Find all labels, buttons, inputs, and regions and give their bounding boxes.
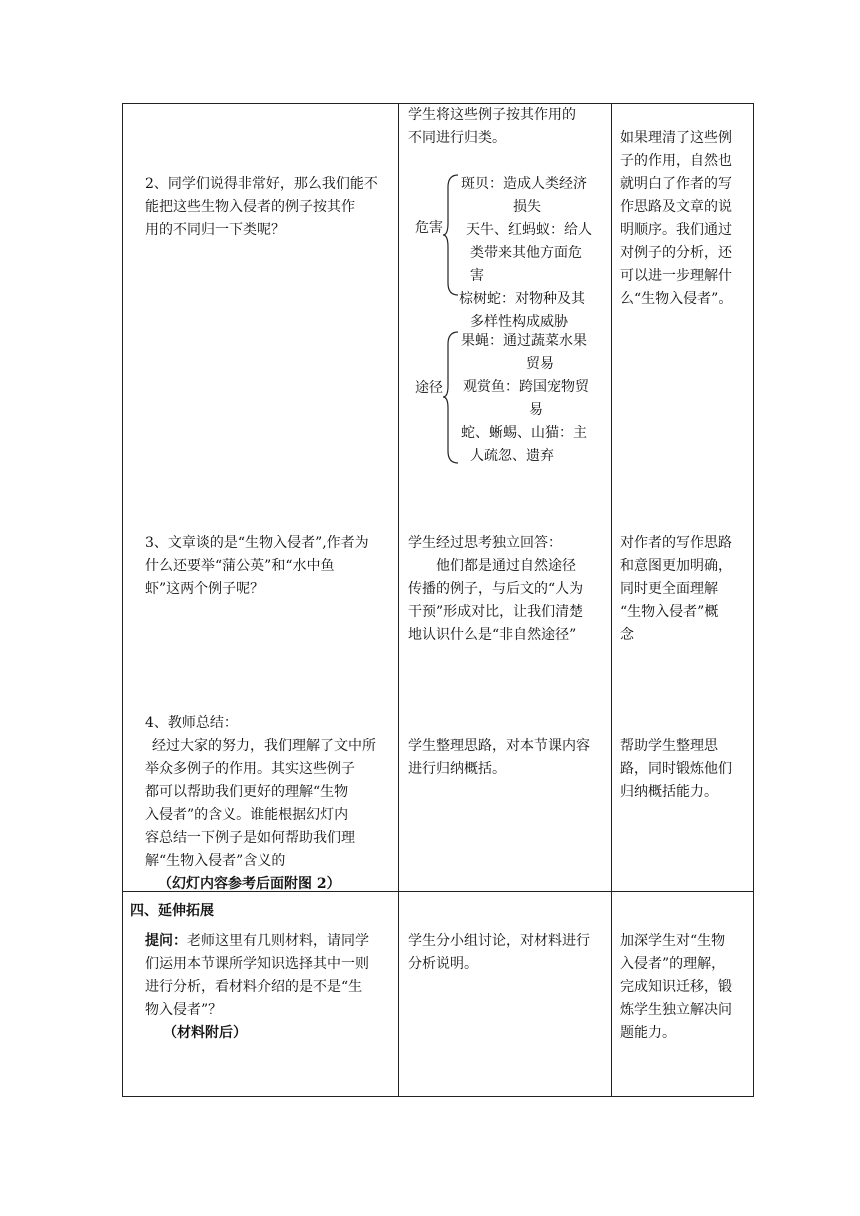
path-brace — [442, 330, 460, 465]
harm-brace — [442, 173, 460, 297]
column-divider — [611, 104, 612, 1096]
extension-teacher-note: （材料附后） — [163, 1025, 247, 1041]
document-page: 2、同学们说得非常好，那么我们能不 能把这些生物入侵者的例子按其作 用的不同归一下类呢？ 学生将这些例子按其作用的 不同进行归类。 危害 斑贝：造成人类经济 损失 天牛、红蚂蚁：给人 类带来其他方面危 害 棕树蛇：对物种及其 多样性构成威胁 途径 果蝇：通过蔬菜水果 贸易 观赏鱼：跨国宠物贸 易 蛇、蜥蜴、山猫：主 人疏忽、遗弃 如果理清了这些例 子的作用，自然也 就明白了作者的写 作思路及文章的说 明顺序。我们通过 对例子的分析，还 可以进一步理解什 么“生物入侵者”。 3、文章谈的是“生物入侵者”,作者为 什么还要举“蒲公英”和“水中鱼 虾”这两个例子呢？ 学生经过思考独立回答： 他们都是通过自然途径 传播的例子，与后文的“人为 干预”形成对比，让我们清楚 地认识什么是“非自然途径” 对作者的写作思路 和意图更加明确， 同时更全面理解 “生物入侵者”概 念 4、教师总结： 经过大家的努力，我们理解了文中所 举众多例子的作用。其实这些例子 都可以帮助我们更好的理解“生物 入侵者”的含义。谁能根据幻灯内 容总结一下例子是如何帮助我们理 解“生物入侵者”含义的 （幻灯内容参考后面附图 2） 学生整理思路，对本节课内容 进行归纳概括。 帮助学生整理思 路，同时锻炼他们 归纳概括能力。 四、延伸拓展 提问：老师这里有几则材料，请同学 们运用本节课所学知识选择其中一则 进行分析，看材料介绍的是不是“生 物入侵者”？ （材料附后） 学生分小组讨论，对材料进行 分析说明。 加深学生对“生物 入侵者”的理解， 完成知识迁移，锻 炼学生独立解决问 题能力。 — [0, 0, 860, 1216]
path-label: 途径 — [415, 380, 443, 396]
q4-teacher-note: （幻灯内容参考后面附图 2） — [158, 876, 341, 892]
ask-label: 提问： — [145, 933, 187, 949]
column-divider — [398, 104, 399, 1096]
extension-heading: 四、延伸拓展 — [130, 903, 214, 919]
harm-label: 危害 — [415, 220, 443, 236]
